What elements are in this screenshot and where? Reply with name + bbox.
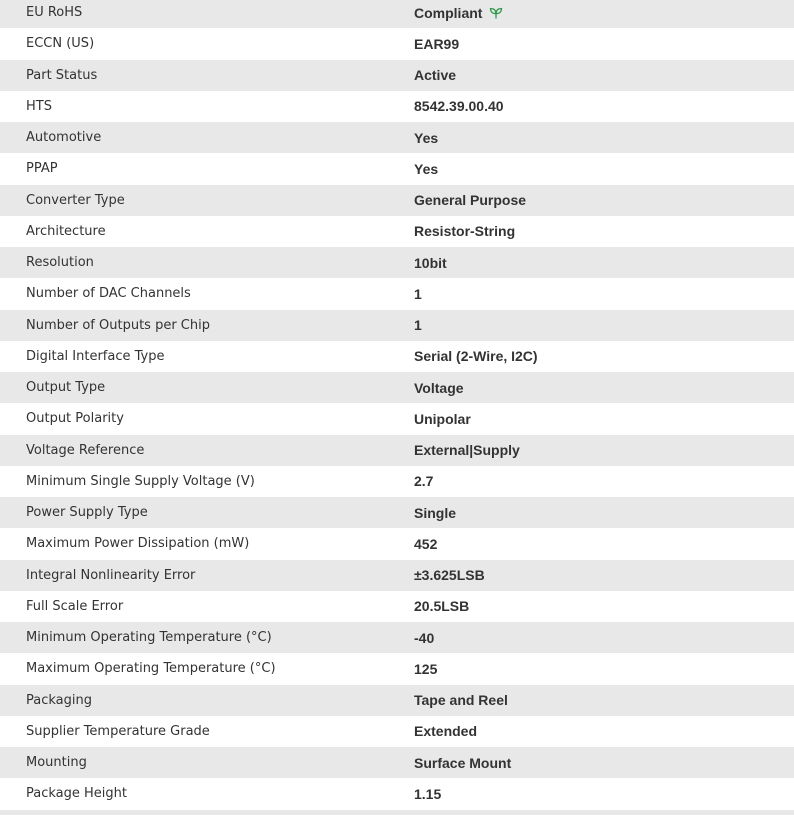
spec-value: Surface Mount bbox=[414, 754, 512, 771]
spec-label: Maximum Operating Temperature (°C) bbox=[26, 661, 276, 677]
spec-value: Voltage bbox=[414, 379, 464, 396]
spec-row-automotive bbox=[0, 122, 794, 153]
spec-label: Output Type bbox=[26, 380, 106, 396]
spec-row-eccn bbox=[0, 28, 794, 59]
next-row-edge bbox=[0, 810, 794, 815]
spec-value: 8542.39.00.40 bbox=[414, 98, 504, 115]
spec-label: Number of DAC Channels bbox=[26, 286, 191, 302]
spec-row-supplier-temp-grade bbox=[0, 716, 794, 747]
spec-label: Package Height bbox=[26, 786, 127, 802]
spec-value: Active bbox=[414, 67, 457, 84]
spec-row-output-polarity bbox=[0, 403, 794, 434]
spec-row-mounting bbox=[0, 747, 794, 778]
spec-value-cell bbox=[388, 5, 503, 21]
spec-row-full-scale-error bbox=[0, 591, 794, 622]
spec-row-part-status bbox=[0, 60, 794, 91]
spec-row-integral-nonlinearity bbox=[0, 560, 794, 591]
spec-value: 10bit bbox=[414, 254, 447, 271]
spec-row-min-operating-temp bbox=[0, 622, 794, 653]
spec-row-digital-interface bbox=[0, 341, 794, 372]
spec-label: Maximum Power Dissipation (mW) bbox=[26, 536, 250, 552]
spec-value: ±3.625LSB bbox=[414, 567, 485, 584]
spec-value: Compliant bbox=[414, 4, 483, 21]
spec-value: 20.5LSB bbox=[414, 598, 470, 615]
spec-label: Output Polarity bbox=[26, 411, 124, 427]
spec-row-outputs-per-chip bbox=[0, 310, 794, 341]
leaf-icon bbox=[489, 6, 503, 20]
spec-row-max-operating-temp bbox=[0, 653, 794, 684]
spec-value: Tape and Reel bbox=[414, 692, 508, 709]
spec-row-dac-channels bbox=[0, 278, 794, 309]
spec-label: Number of Outputs per Chip bbox=[26, 317, 210, 333]
spec-value: Single bbox=[414, 504, 457, 521]
spec-value: General Purpose bbox=[414, 192, 527, 209]
spec-row-package-height bbox=[0, 778, 794, 809]
spec-label: Integral Nonlinearity Error bbox=[26, 567, 196, 583]
spec-label: Part Status bbox=[26, 67, 98, 83]
spec-row-converter-type bbox=[0, 185, 794, 216]
spec-label: Architecture bbox=[26, 223, 106, 239]
spec-value: -40 bbox=[414, 629, 435, 646]
spec-value: Extended bbox=[414, 723, 478, 740]
spec-value: 1.15 bbox=[414, 785, 442, 802]
spec-label: Mounting bbox=[26, 755, 87, 771]
spec-value: 1 bbox=[414, 285, 422, 302]
spec-label: Automotive bbox=[26, 130, 102, 146]
spec-label: Power Supply Type bbox=[26, 505, 148, 521]
spec-label: Supplier Temperature Grade bbox=[26, 723, 210, 739]
spec-value: Resistor-String bbox=[414, 223, 516, 240]
spec-row-output-type bbox=[0, 372, 794, 403]
spec-row-eu-rohs bbox=[0, 0, 794, 28]
spec-label: HTS bbox=[26, 98, 52, 114]
spec-value: 452 bbox=[414, 535, 438, 552]
spec-value: 1 bbox=[414, 317, 422, 334]
spec-label: Resolution bbox=[26, 255, 94, 271]
spec-label: ECCN (US) bbox=[26, 36, 95, 52]
spec-value: Serial (2-Wire, I2C) bbox=[414, 348, 538, 365]
spec-row-packaging bbox=[0, 685, 794, 716]
spec-label: Minimum Single Supply Voltage (V) bbox=[26, 473, 255, 489]
spec-row-min-supply-voltage bbox=[0, 466, 794, 497]
spec-label: Converter Type bbox=[26, 192, 125, 208]
spec-label: Full Scale Error bbox=[26, 598, 124, 614]
spec-row-voltage-reference bbox=[0, 435, 794, 466]
spec-row-power-supply-type bbox=[0, 497, 794, 528]
spec-label: Voltage Reference bbox=[26, 442, 145, 458]
spec-value: EAR99 bbox=[414, 35, 460, 52]
spec-label: Minimum Operating Temperature (°C) bbox=[26, 630, 272, 646]
spec-label: Digital Interface Type bbox=[26, 348, 165, 364]
spec-value: 2.7 bbox=[414, 473, 434, 490]
spec-label: PPAP bbox=[26, 161, 58, 177]
spec-row-architecture bbox=[0, 216, 794, 247]
spec-value: Yes bbox=[414, 160, 439, 177]
spec-row-max-power-dissipation bbox=[0, 528, 794, 559]
spec-row-hts bbox=[0, 91, 794, 122]
spec-label: Packaging bbox=[26, 692, 92, 708]
spec-row-ppap bbox=[0, 153, 794, 184]
spec-value: External|Supply bbox=[414, 442, 520, 459]
spec-label: EU RoHS bbox=[26, 5, 83, 21]
spec-value: Yes bbox=[414, 129, 439, 146]
spec-row-resolution bbox=[0, 247, 794, 278]
spec-value: 125 bbox=[414, 660, 438, 677]
spec-value: Unipolar bbox=[414, 410, 471, 427]
